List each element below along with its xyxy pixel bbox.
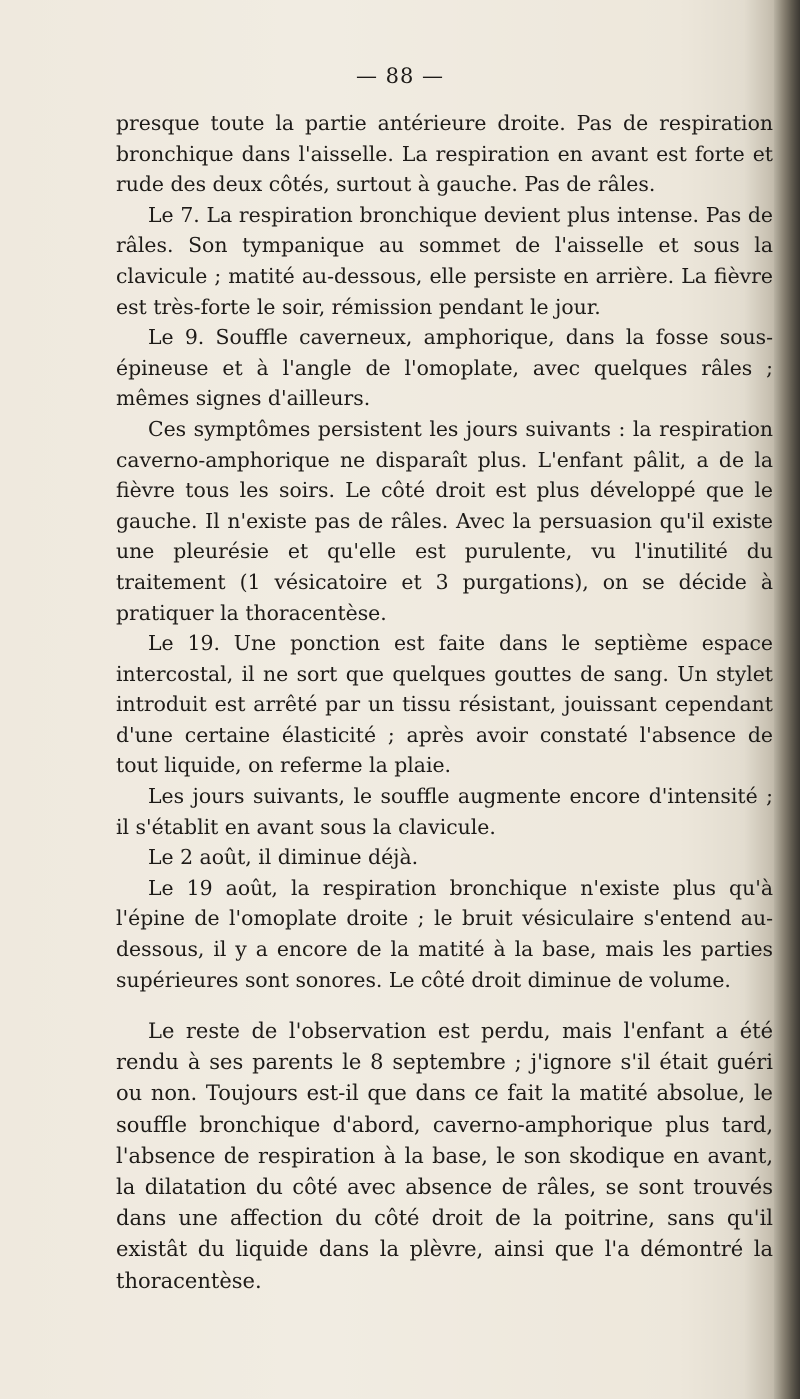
paragraph: Le 9. Souffle caverneux, amphorique, dans la fosse sous-épineuse et à l'angle de l'omoplate, avec quelques râles ; mêmes signes d'ailleurs. [116,325,773,411]
page-edge-shadow [774,0,800,1399]
paragraph: Le 19. Une ponction est faite dans le septième espace intercostal, il ne sort que quelques gouttes de sang. Un stylet introduit est arrêté par un tissu résistant, jouissant cependant d'une certaine élasticité ; après avoir constaté l'absence de tout liquide, on referme la plaie. [116,631,773,778]
paragraph: Le reste de l'observation est perdu, mais l'enfant a été rendu à ses parents le 8 septembre ; j'ignore s'il était guéri ou non. Toujours est-il que dans ce fait la matité absolue, le souffle bronchique d'abord, caverno-amphorique plus tard, l'absence de respiration à la base, le son skodique en avant, la dilatation du côté avec absence de râles, se sont trouvés dans une affection du côté droit de la poitrine, sans qu'il existât du liquide dans la plèvre, ainsi que l'a démontré la thoracentèse. [116,1019,773,1293]
closing-text-block [116,1016,773,1297]
page-number: — 88 — [355,64,445,88]
paragraph: Le 19 août, la respiration bronchique n'existe plus qu'à l'épine de l'omoplate droite ; le bruit vésiculaire s'entend au-dessous, il y a encore de la matité à la base, mais les parties supérieures sont sonores. Le côté droit diminue de volume. [116,875,773,992]
paragraph: presque toute la partie antérieure droite. Pas de respiration bronchique dans l'aisselle. La respiration en avant est forte et rude des deux côtés, surtout à gauche. Pas de râles. [116,111,773,197]
paragraph: Les jours suivants, le souffle augmente encore d'intensité ; il s'établit en avant sous la clavicule. [116,784,773,839]
main-text-block [116,108,773,995]
paragraph: Le 2 août, il diminue déjà. [148,845,419,870]
paragraph: Le 7. La respiration bronchique devient plus intense. Pas de râles. Son tympanique au sommet de l'aisselle et sous la clavicule ; matité au-dessous, elle persiste en arrière. La fièvre est très-forte le soir, rémission pendant le jour. [116,202,773,319]
paragraph: Ces symptômes persistent les jours suivants : la respiration caverno-amphorique ne disparaît plus. L'enfant pâlit, a de la fièvre tous les soirs. Le côté droit est plus développé que le gauche. Il n'existe pas de râles. Avec la persuasion qu'il existe une pleurésie et qu'elle est purulente, vu l'inutilité du traitement (1 vésicatoire et 3 purgations), on se décide à pratiquer la thoracentèse. [116,416,773,625]
